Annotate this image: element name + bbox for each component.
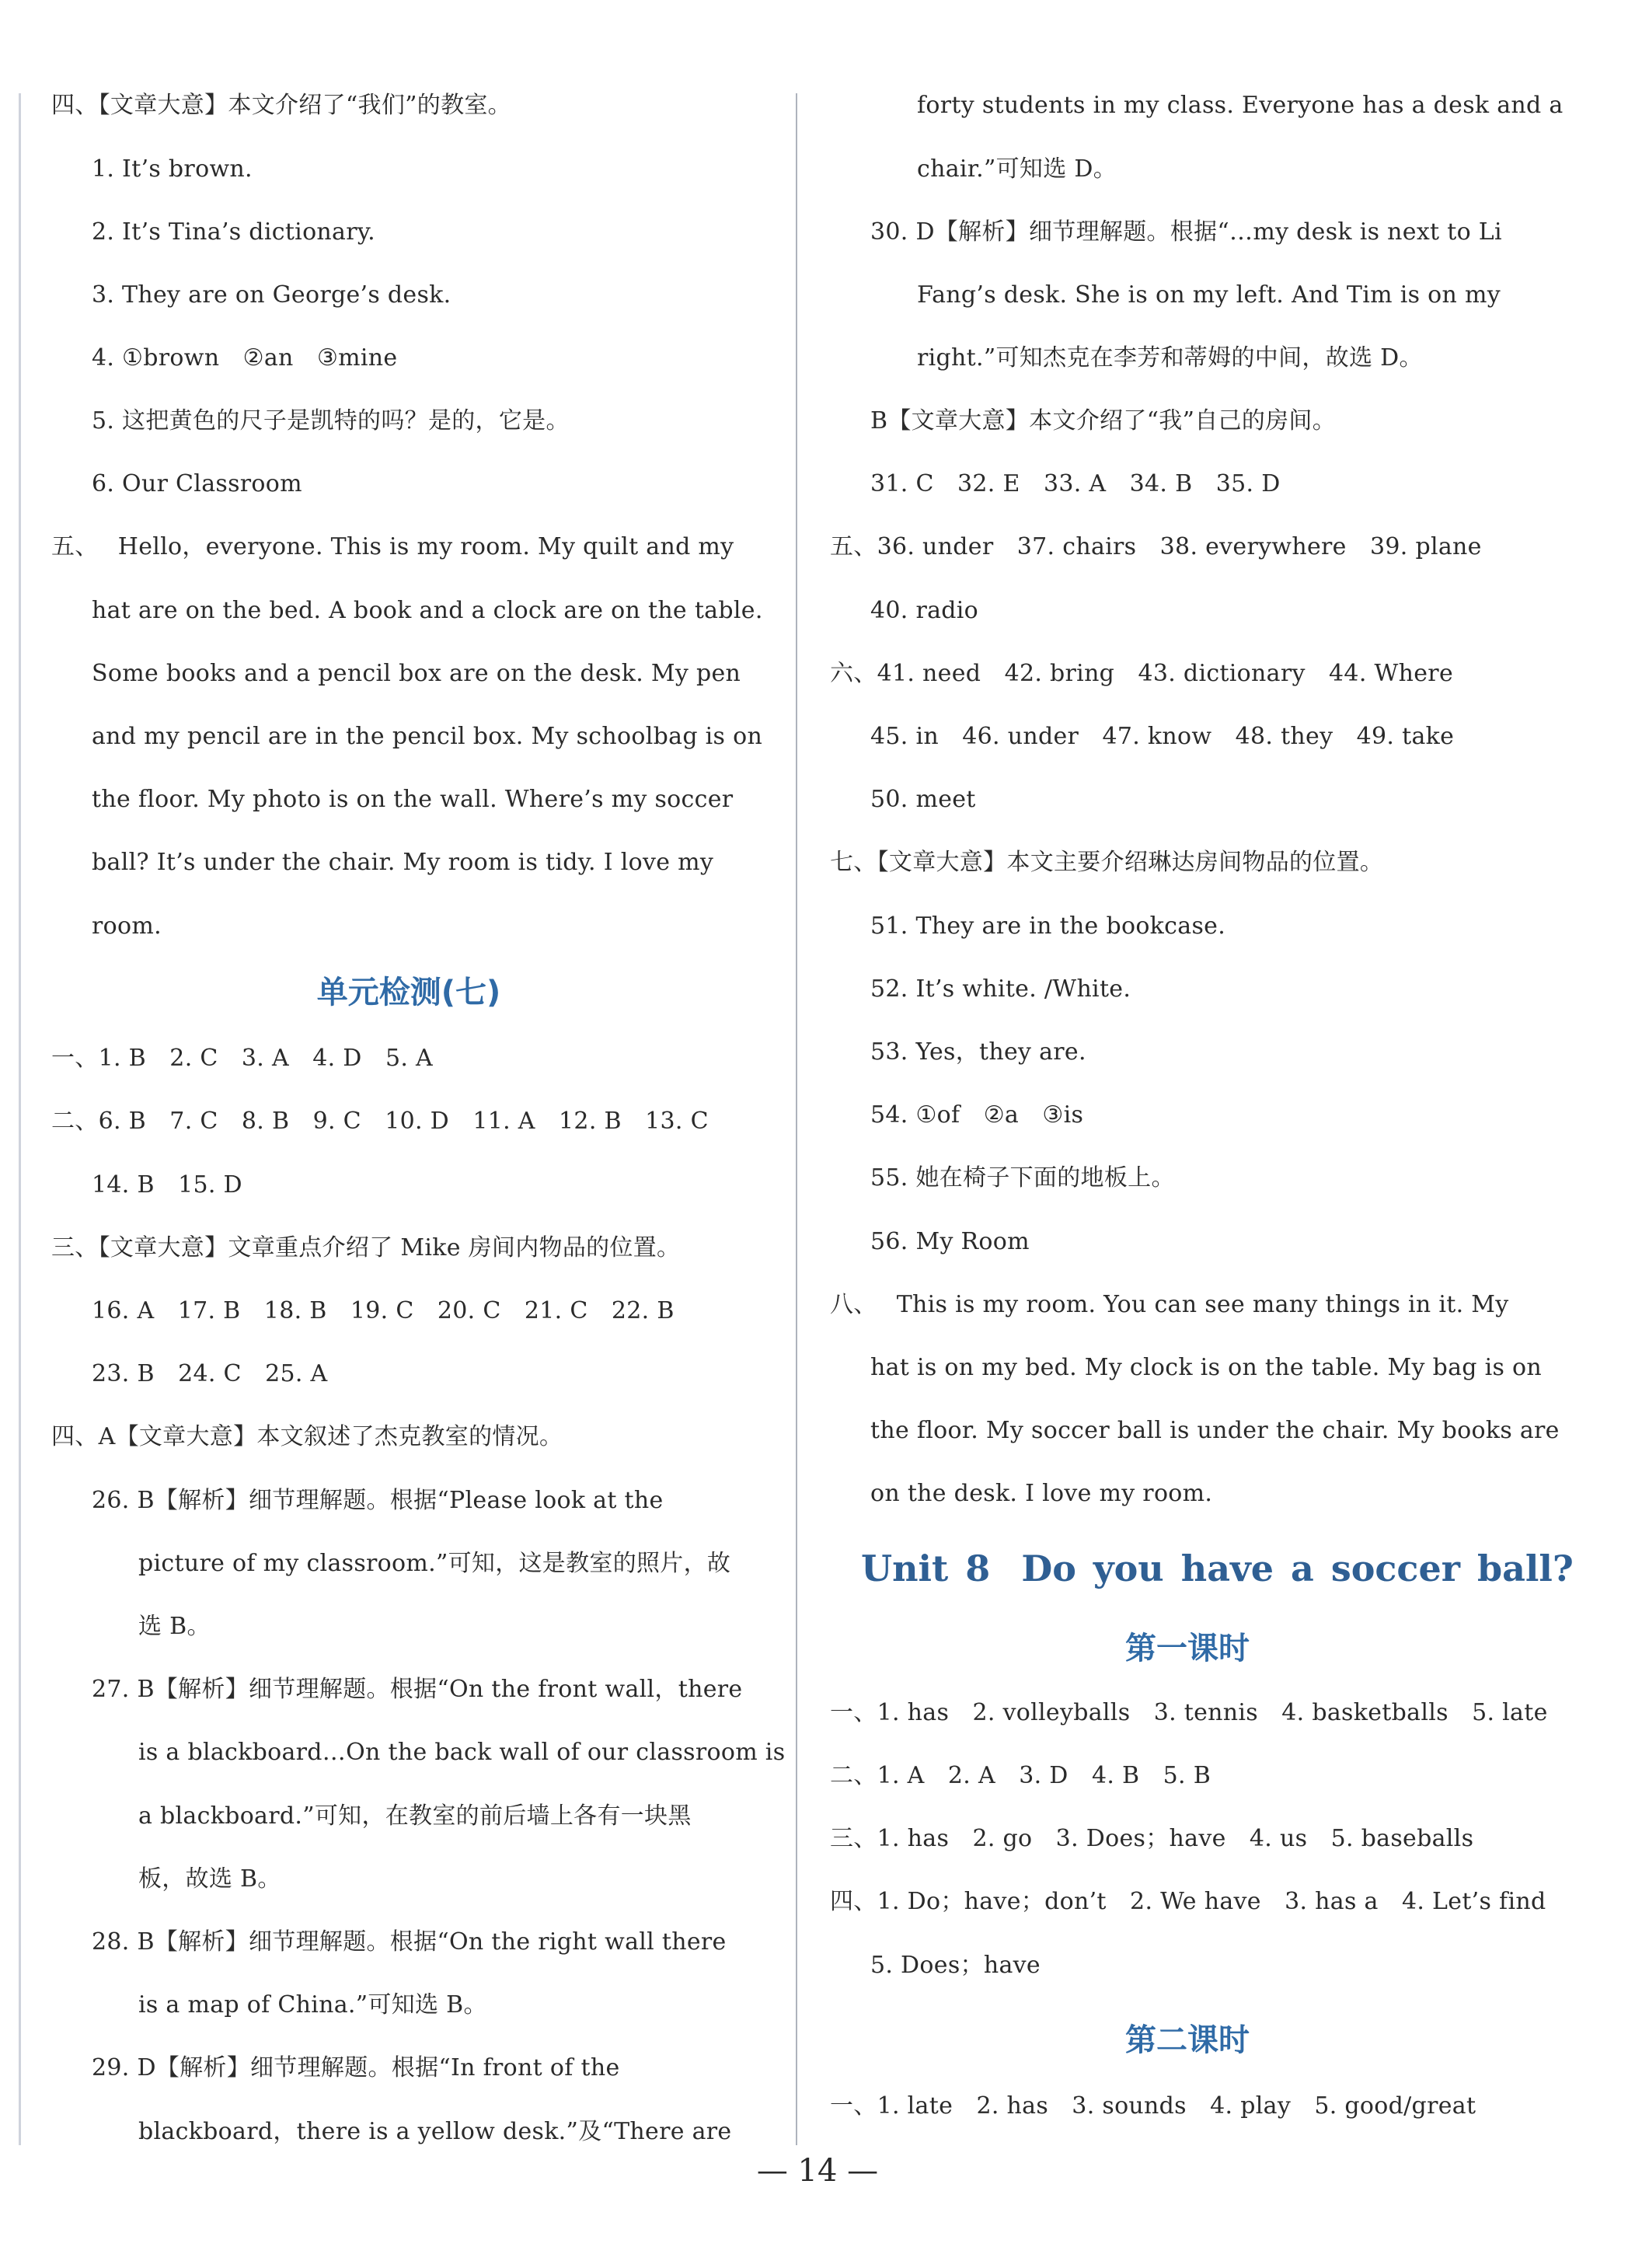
- answer-line: on the desk. I love my room.: [870, 1480, 1213, 1507]
- answer-line: hat are on the bed. A book and a clock are on the table.: [92, 597, 763, 624]
- answer-line: hat is on my bed. My clock is on the table. My bag is on: [870, 1354, 1543, 1381]
- answer-line: picture of my classroom.”可知，这是教室的照片，故: [138, 1550, 731, 1577]
- answer-line: 29. D【解析】细节理解题。根据“In front of the: [92, 2054, 620, 2081]
- left-margin-rule: [19, 93, 21, 2145]
- answer-line: blackboard，there is a yellow desk.”及“There are: [138, 2118, 732, 2145]
- answer-line: 七、【文章大意】本文主要介绍琳达房间物品的位置。: [830, 849, 1384, 876]
- answer-line: 五、36. under 37. chairs 38. everywhere 39. plane: [830, 533, 1482, 560]
- answer-line: 28. B【解析】细节理解题。根据“On the right wall there: [92, 1928, 727, 1956]
- answer-line: and my pencil are in the pencil box. My schoolbag is on: [92, 723, 763, 750]
- answer-line: 54. ①of ②a ③is: [870, 1101, 1084, 1129]
- answer-line: right.”可知杰克在李芳和蒂姆的中间，故选 D。: [917, 344, 1423, 372]
- answer-line: 31. C 32. E 33. A 34. B 35. D: [870, 470, 1281, 497]
- answer-line: 1. It’s brown.: [92, 155, 253, 183]
- answer-line: 51. They are in the bookcase.: [870, 912, 1226, 940]
- answer-line: 30. D【解析】细节理解题。根据“…my desk is next to Li: [870, 218, 1502, 246]
- answer-line: 二、6. B 7. C 8. B 9. C 10. D 11. A 12. B 13. C: [51, 1108, 709, 1135]
- answer-line: is a map of China.”可知选 B。: [138, 1991, 487, 2019]
- answer-line: 56. My Room: [870, 1228, 1030, 1255]
- answer-line: 23. B 24. C 25. A: [92, 1360, 328, 1387]
- answer-line: 三、【文章大意】文章重点介绍了 Mike 房间内物品的位置。: [51, 1234, 681, 1261]
- answer-line: the floor. My soccer ball is under the chair. My books are: [870, 1417, 1560, 1444]
- answer-line: 26. B【解析】细节理解题。根据“Please look at the: [92, 1487, 664, 1514]
- answer-line: 六、41. need 42. bring 43. dictionary 44. Where: [830, 660, 1453, 687]
- unit-heading: [861, 1547, 1574, 1590]
- answer-line: room.: [92, 912, 162, 940]
- answer-line: 板，故选 B。: [138, 1865, 281, 1893]
- lesson-title: 第二课时: [1125, 2022, 1250, 2058]
- answer-line: 四、1. Do；have；don’t 2. We have 3. has a 4. Let’s find: [830, 1888, 1546, 1915]
- answer-line: a blackboard.”可知，在教室的前后墙上各有一块黑: [138, 1802, 692, 1830]
- answer-line: 一、1. has 2. volleyballs 3. tennis 4. basketballs 5. late: [830, 1699, 1548, 1726]
- answer-line: 40. radio: [870, 597, 979, 624]
- unit-label: Unit 8: [861, 1547, 991, 1589]
- answer-line: 5. Does；have: [870, 1952, 1041, 1979]
- answer-line: 6. Our Classroom: [92, 470, 302, 497]
- answer-line: is a blackboard…On the back wall of our classroom is: [138, 1739, 786, 1766]
- answer-line: forty students in my class. Everyone has a desk and a: [917, 92, 1564, 119]
- answer-line: 选 B。: [138, 1613, 211, 1640]
- answer-line: the floor. My photo is on the wall. Where’s my soccer: [92, 786, 734, 813]
- answer-line: 四、A【文章大意】本文叙述了杰克教室的情况。: [51, 1423, 563, 1450]
- answer-line: Some books and a pencil box are on the desk. My pen: [92, 660, 741, 687]
- answer-line: 二、1. A 2. A 3. D 4. B 5. B: [830, 1762, 1211, 1789]
- answer-line: 52. It’s white. /White.: [870, 975, 1131, 1003]
- answer-line: 三、1. has 2. go 3. Does；have 4. us 5. baseballs: [830, 1825, 1474, 1852]
- answer-line: 3. They are on George’s desk.: [92, 281, 451, 309]
- answer-line: 2. It’s Tina’s dictionary.: [92, 218, 375, 246]
- answer-line: 一、1. late 2. has 3. sounds 4. play 5. good/great: [830, 2092, 1476, 2120]
- answer-line: 五、 Hello，everyone. This is my room. My quilt and my: [51, 533, 734, 560]
- answer-line: 45. in 46. under 47. know 48. they 49. take: [870, 723, 1455, 750]
- section-title: 单元检测(七): [316, 975, 501, 1010]
- answer-line: 53. Yes，they are.: [870, 1038, 1086, 1066]
- answer-line: ball? It’s under the chair. My room is tidy. I love my: [92, 849, 714, 876]
- answer-line: B【文章大意】本文介绍了“我”自己的房间。: [870, 407, 1337, 434]
- answer-line: 27. B【解析】细节理解题。根据“On the front wall，there: [92, 1676, 743, 1703]
- answer-line: 16. A 17. B 18. B 19. C 20. C 21. C 22. B: [92, 1297, 675, 1324]
- answer-line: 四、【文章大意】本文介绍了“我们”的教室。: [51, 92, 511, 119]
- answer-line: Fang’s desk. She is on my left. And Tim is on my: [917, 281, 1501, 309]
- lesson-title: 第一课时: [1125, 1631, 1250, 1666]
- answer-line: 八、 This is my room. You can see many things in it. My: [830, 1291, 1509, 1318]
- answer-line: 14. B 15. D: [92, 1171, 242, 1199]
- answer-line: 4. ①brown ②an ③mine: [92, 344, 398, 372]
- answer-line: 5. 这把黄色的尺子是凯特的吗？是的，它是。: [92, 407, 570, 434]
- column-divider: [796, 93, 797, 2145]
- page-number: — 14 —: [756, 2153, 879, 2189]
- answer-line: 55. 她在椅子下面的地板上。: [870, 1164, 1175, 1192]
- answer-line: 一、1. B 2. C 3. A 4. D 5. A: [51, 1045, 433, 1072]
- answer-line: 50. meet: [870, 786, 976, 813]
- answer-line: chair.”可知选 D。: [917, 155, 1117, 183]
- unit-title: Do you have a soccer ball?: [1021, 1547, 1574, 1589]
